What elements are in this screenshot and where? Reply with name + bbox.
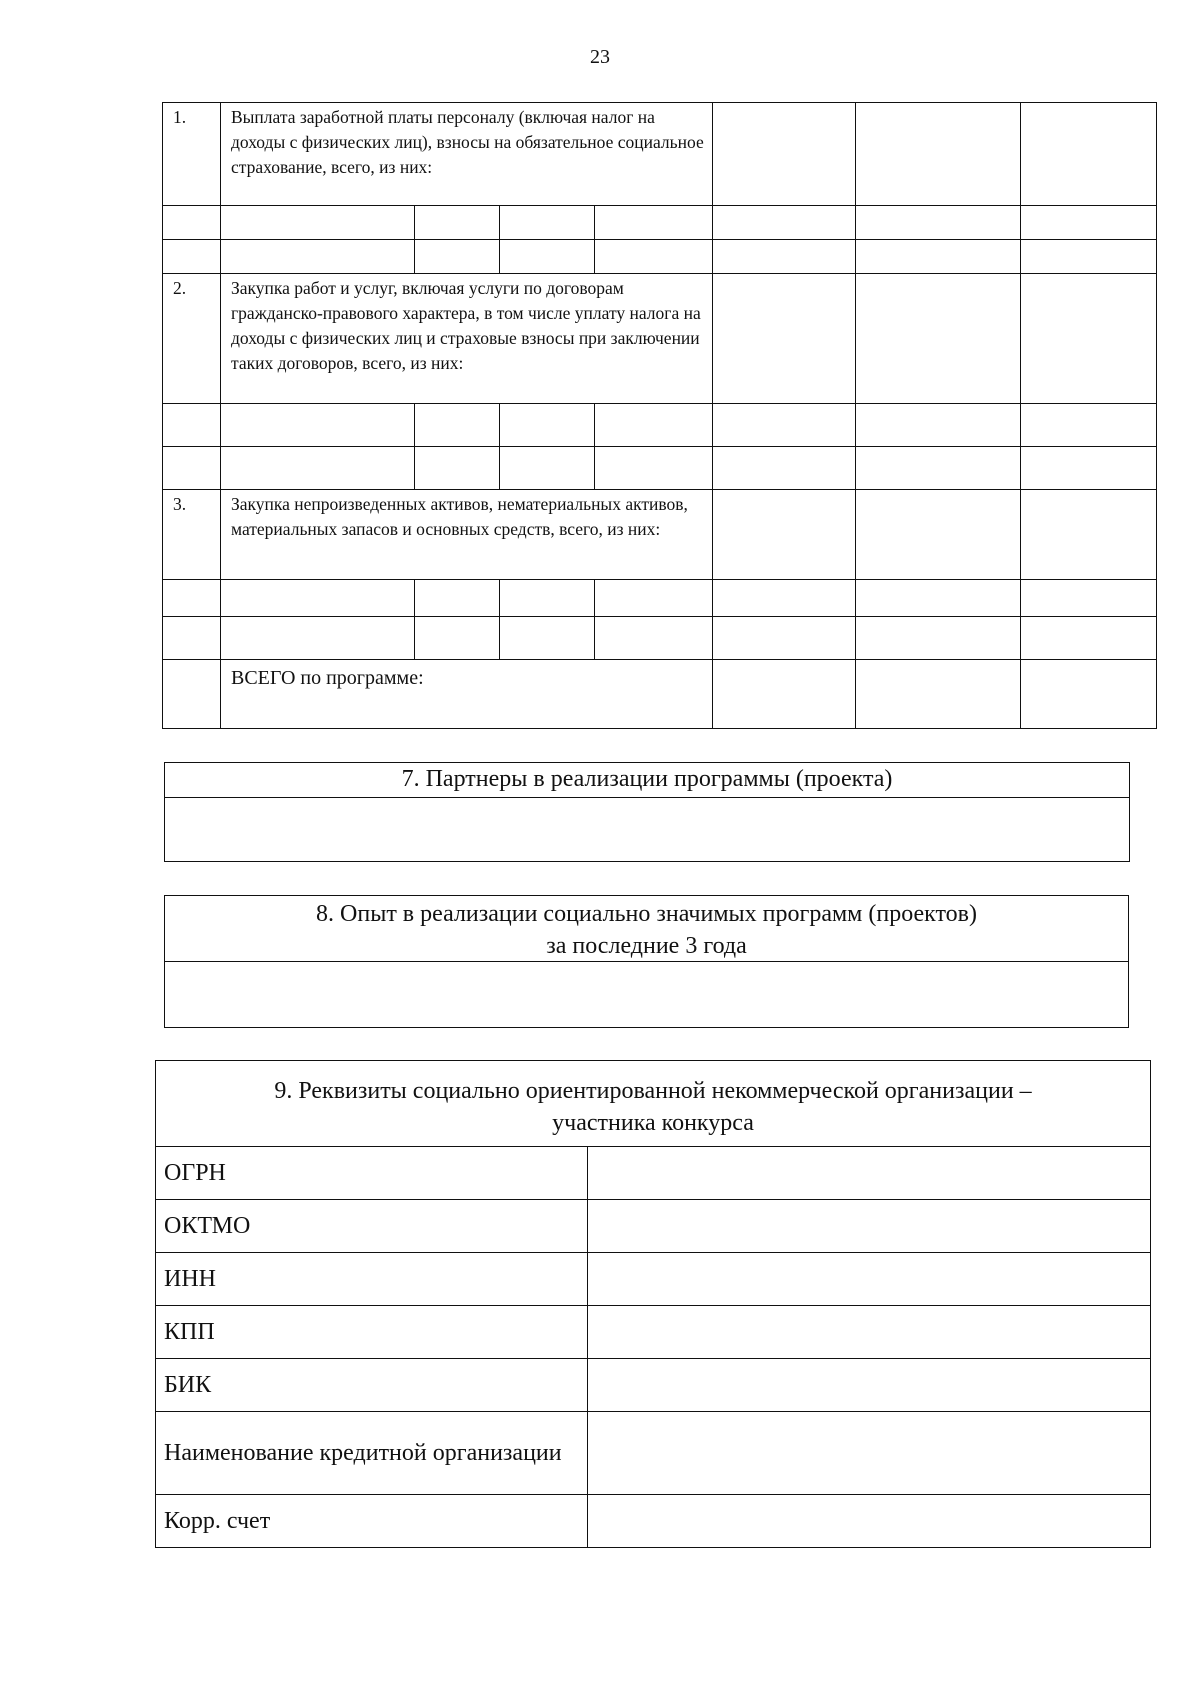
empty-cell[interactable] — [856, 206, 1021, 240]
requisite-value-field[interactable] — [588, 1412, 1151, 1495]
empty-cell[interactable] — [500, 447, 595, 490]
requisite-value-field[interactable] — [588, 1359, 1151, 1412]
requisite-row-ogrn — [156, 1147, 1151, 1200]
budget-table — [162, 102, 1157, 729]
requisite-label: Корр. счет — [156, 1495, 588, 1548]
empty-cell[interactable] — [500, 240, 595, 274]
requisite-row-oktmo — [156, 1200, 1151, 1253]
row-number: 1. — [163, 103, 221, 206]
empty-cell[interactable] — [415, 240, 500, 274]
empty-cell[interactable] — [856, 103, 1021, 206]
empty-cell[interactable] — [595, 240, 713, 274]
requisite-label: ОГРН — [156, 1147, 588, 1200]
empty-cell[interactable] — [1021, 660, 1157, 729]
requisites-table — [155, 1060, 1151, 1548]
empty-cell[interactable] — [856, 490, 1021, 580]
empty-cell[interactable] — [856, 617, 1021, 660]
empty-cell[interactable] — [500, 580, 595, 617]
requisites-title-line1: 9. Реквизиты социально ориентированной некоммерческой организации – — [274, 1077, 1032, 1104]
requisite-row-bank-name — [156, 1412, 1151, 1495]
empty-cell[interactable] — [713, 447, 856, 490]
row-description: Закупка работ и услуг, включая услуги по договорам гражданско-правового характера, в том числе уплату налога на доходы с физических лиц и страховые взносы при заключении таких договоров, всего, из них: — [221, 274, 713, 404]
requisite-row-bik — [156, 1359, 1151, 1412]
requisite-row-corr-account — [156, 1495, 1151, 1548]
requisite-value-field[interactable] — [588, 1253, 1151, 1306]
empty-cell[interactable] — [856, 447, 1021, 490]
requisites-title-line2: участника конкурса — [552, 1109, 754, 1136]
empty-cell[interactable] — [713, 206, 856, 240]
empty-cell[interactable] — [1021, 103, 1157, 206]
budget-row-1 — [163, 103, 1157, 206]
empty-cell[interactable] — [713, 617, 856, 660]
empty-cell[interactable] — [221, 447, 415, 490]
requisite-label: ОКТМО — [156, 1200, 588, 1253]
empty-cell[interactable] — [221, 206, 415, 240]
empty-cell[interactable] — [595, 617, 713, 660]
empty-cell[interactable] — [221, 617, 415, 660]
total-label: ВСЕГО по программе: — [221, 660, 713, 729]
requisite-label: КПП — [156, 1306, 588, 1359]
row-description: Закупка непроизведенных активов, нематериальных активов, материальных запасов и основных средств, всего, из них: — [221, 490, 713, 580]
empty-cell[interactable] — [163, 206, 221, 240]
empty-cell[interactable] — [163, 404, 221, 447]
empty-cell[interactable] — [415, 580, 500, 617]
requisite-label: БИК — [156, 1359, 588, 1412]
empty-cell[interactable] — [856, 274, 1021, 404]
empty-cell[interactable] — [595, 580, 713, 617]
budget-subrow — [163, 206, 1157, 240]
empty-cell[interactable] — [500, 617, 595, 660]
empty-cell[interactable] — [163, 660, 221, 729]
empty-cell[interactable] — [595, 447, 713, 490]
empty-cell[interactable] — [713, 404, 856, 447]
empty-cell[interactable] — [415, 617, 500, 660]
empty-cell[interactable] — [1021, 447, 1157, 490]
empty-cell[interactable] — [415, 404, 500, 447]
requisite-row-kpp — [156, 1306, 1151, 1359]
requisite-value-field[interactable] — [588, 1147, 1151, 1200]
empty-cell[interactable] — [163, 447, 221, 490]
empty-cell[interactable] — [1021, 206, 1157, 240]
empty-cell[interactable] — [1021, 580, 1157, 617]
experience-section — [164, 895, 1129, 1028]
empty-cell[interactable] — [1021, 404, 1157, 447]
empty-cell[interactable] — [221, 240, 415, 274]
requisite-value-field[interactable] — [588, 1495, 1151, 1548]
budget-total-row — [163, 660, 1157, 729]
empty-cell[interactable] — [1021, 240, 1157, 274]
requisite-value-field[interactable] — [588, 1306, 1151, 1359]
budget-subrow — [163, 447, 1157, 490]
empty-cell[interactable] — [713, 580, 856, 617]
budget-subrow — [163, 240, 1157, 274]
empty-cell[interactable] — [595, 404, 713, 447]
empty-cell[interactable] — [713, 103, 856, 206]
experience-title-line1: 8. Опыт в реализации социально значимых программ (проектов) — [316, 901, 977, 927]
requisite-label: ИНН — [156, 1253, 588, 1306]
row-number: 3. — [163, 490, 221, 580]
empty-cell[interactable] — [163, 580, 221, 617]
empty-cell[interactable] — [713, 490, 856, 580]
requisite-value-field[interactable] — [588, 1200, 1151, 1253]
empty-cell[interactable] — [1021, 617, 1157, 660]
empty-cell[interactable] — [500, 206, 595, 240]
empty-cell[interactable] — [713, 660, 856, 729]
page-number: 23 — [590, 46, 610, 68]
row-number: 2. — [163, 274, 221, 404]
budget-subrow — [163, 617, 1157, 660]
empty-cell[interactable] — [163, 617, 221, 660]
budget-subrow — [163, 580, 1157, 617]
empty-cell[interactable] — [415, 447, 500, 490]
experience-title-line2: за последние 3 года — [546, 933, 747, 959]
budget-row-3 — [163, 490, 1157, 580]
empty-cell[interactable] — [856, 580, 1021, 617]
budget-row-2 — [163, 274, 1157, 404]
empty-cell[interactable] — [1021, 274, 1157, 404]
partners-section — [164, 762, 1130, 862]
requisites-title — [156, 1061, 1151, 1147]
empty-cell[interactable] — [1021, 490, 1157, 580]
requisite-row-inn — [156, 1253, 1151, 1306]
empty-cell[interactable] — [713, 274, 856, 404]
empty-cell[interactable] — [595, 206, 713, 240]
row-description: Выплата заработной платы персоналу (включая налог на доходы с физических лиц), взносы на обязательное социальное страхование, всего, из них: — [221, 103, 713, 206]
empty-cell[interactable] — [856, 660, 1021, 729]
experience-section-title — [165, 896, 1128, 962]
budget-subrow — [163, 404, 1157, 447]
empty-cell[interactable] — [163, 240, 221, 274]
partners-section-title: 7. Партнеры в реализации программы (проекта) — [165, 763, 1129, 798]
empty-cell[interactable] — [415, 206, 500, 240]
empty-cell[interactable] — [856, 404, 1021, 447]
empty-cell[interactable] — [713, 240, 856, 274]
empty-cell[interactable] — [221, 404, 415, 447]
empty-cell[interactable] — [500, 404, 595, 447]
empty-cell[interactable] — [856, 240, 1021, 274]
requisite-label: Наименование кредитной организации — [156, 1412, 588, 1495]
requisites-header-row — [156, 1061, 1151, 1147]
empty-cell[interactable] — [221, 580, 415, 617]
